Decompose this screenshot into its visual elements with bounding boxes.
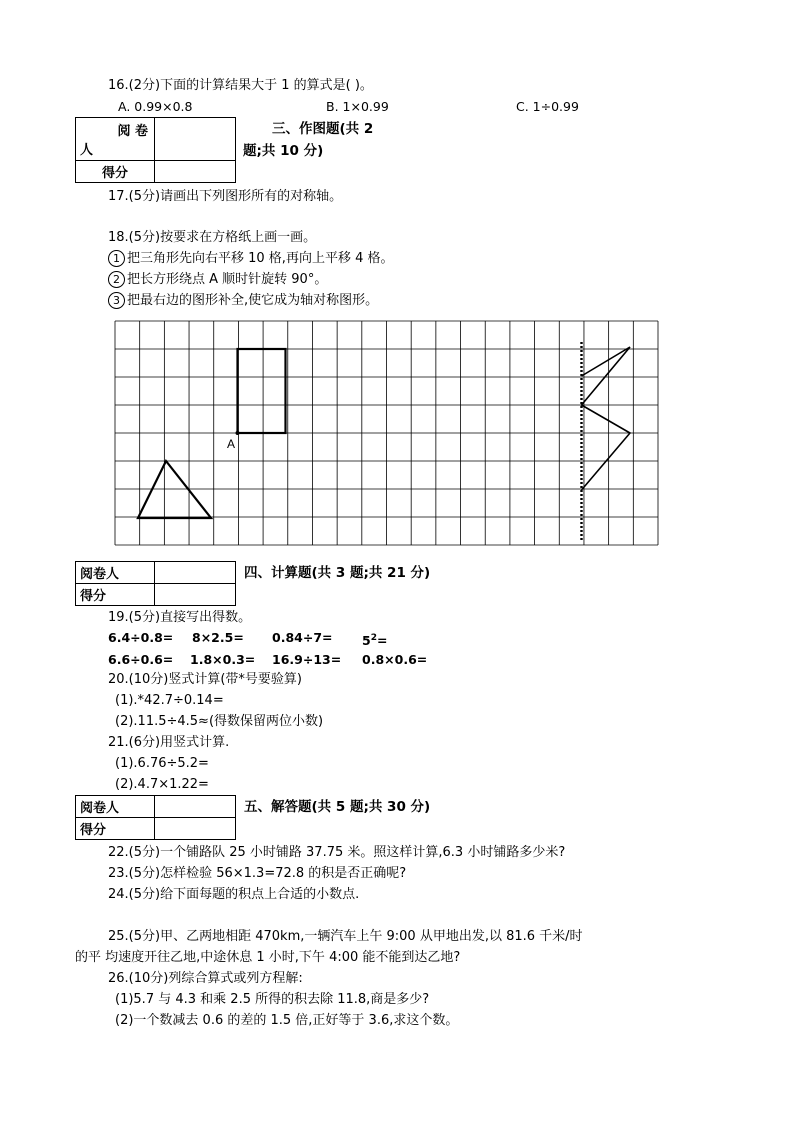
q16-option-b: B. 1×0.99: [326, 99, 389, 114]
q18-item-1: 1 把三角形先向右平移 10 格,再向上平移 4 格。: [108, 249, 393, 269]
reviewer-label: 阅卷人: [76, 796, 155, 818]
q20-text: 20.(10分)竖式计算(带*号要验算): [108, 672, 303, 687]
q21-item-2: (2).4.7×1.22=: [115, 777, 209, 792]
q17-text: 17.(5分)请画出下列图形所有的对称轴。: [108, 189, 343, 204]
q19-r2-c3: 16.9÷13=: [272, 652, 342, 667]
grid-paper[interactable]: [114, 320, 659, 550]
section5-title: 五、解答题(共 5 题;共 30 分): [244, 799, 431, 815]
q19-r2-c2: 1.8×0.3=: [190, 652, 256, 667]
point-a-label: A: [227, 437, 236, 451]
q19-text: 19.(5分)直接写出得数。: [108, 610, 252, 625]
q18-text: 18.(5分)按要求在方格纸上画一画。: [108, 230, 317, 245]
reviewer-label: 阅 卷 人: [76, 118, 155, 161]
q26-item-2: (2)一个数减去 0.6 的差的 1.5 倍,正好等于 3.6,求这个数。: [115, 1013, 459, 1028]
q19-r1-c3: 0.84÷7=: [272, 630, 333, 645]
q25-line2: 的平 均速度开往乙地,中途休息 1 小时,下午 4:00 能不能到达乙地?: [75, 950, 461, 965]
q21-item-1: (1).6.76÷5.2=: [115, 756, 209, 771]
score-blank[interactable]: [155, 161, 236, 183]
q16-text: 16.(2分)下面的计算结果大于 1 的算式是( )。: [108, 78, 373, 93]
point-a-dot: [236, 431, 240, 435]
q19-r2-c4: 0.8×0.6=: [362, 652, 428, 667]
q19-r1-c1: 6.4÷0.8=: [108, 630, 174, 645]
section3-title-line1: 三、作图题(共 2: [272, 121, 374, 137]
reviewer-label: 阅卷人: [76, 562, 155, 584]
q18-item-3: 3 把最右边的图形补全,使它成为轴对称图形。: [108, 291, 378, 311]
reviewer-blank[interactable]: [155, 562, 236, 584]
score-box-section5: [75, 795, 236, 840]
q22-text: 22.(5分)一个铺路队 25 小时铺路 37.75 米。照这样计算,6.3 小时铺路多少米?: [108, 845, 566, 860]
q19-r1-c4: $5^2=$: [362, 633, 388, 649]
section3-title-line2: 题;共 10 分): [243, 143, 324, 159]
grid-svg: [114, 320, 659, 546]
score-blank[interactable]: [155, 818, 236, 840]
q26-text: 26.(10分)列综合算式或列方程解:: [108, 971, 303, 986]
q21-text: 21.(6分)用竖式计算.: [108, 735, 230, 750]
score-box-section4: [75, 561, 236, 606]
reviewer-blank[interactable]: [155, 796, 236, 818]
score-blank[interactable]: [155, 584, 236, 606]
rectangle-shape: [238, 349, 286, 433]
triangle-shape: [138, 461, 211, 518]
score-label: 得分: [76, 584, 155, 606]
score-box-section3: [75, 117, 236, 183]
q16-option-a: A. 0.99×0.8: [118, 99, 193, 114]
q24-text: 24.(5分)给下面每题的积点上合适的小数点.: [108, 887, 360, 902]
q23-text: 23.(5分)怎样检验 56×1.3=72.8 的积是否正确呢?: [108, 866, 407, 881]
q19-r2-c1: 6.6÷0.6=: [108, 652, 174, 667]
q18-item-2: 2 把长方形绕点 A 顺时针旋转 90°。: [108, 270, 327, 290]
reviewer-blank[interactable]: [155, 118, 236, 161]
q20-item-2: (2).11.5÷4.5≈(得数保留两位小数): [115, 714, 324, 729]
half-figure: [582, 347, 631, 490]
section4-title: 四、计算题(共 3 题;共 21 分): [244, 565, 431, 581]
q26-item-1: (1)5.7 与 4.3 和乘 2.5 所得的积去除 11.8,商是多少?: [115, 992, 430, 1007]
score-label: 得分: [76, 818, 155, 840]
q19-r1-c2: 8×2.5=: [192, 630, 244, 645]
q20-item-1: (1).*42.7÷0.14=: [115, 693, 224, 708]
score-label: 得分: [76, 161, 155, 183]
q16-option-c: C. 1÷0.99: [516, 99, 579, 114]
q25-line1: 25.(5分)甲、乙两地相距 470km,一辆汽车上午 9:00 从甲地出发,以 81.6 千米/时: [108, 929, 583, 944]
